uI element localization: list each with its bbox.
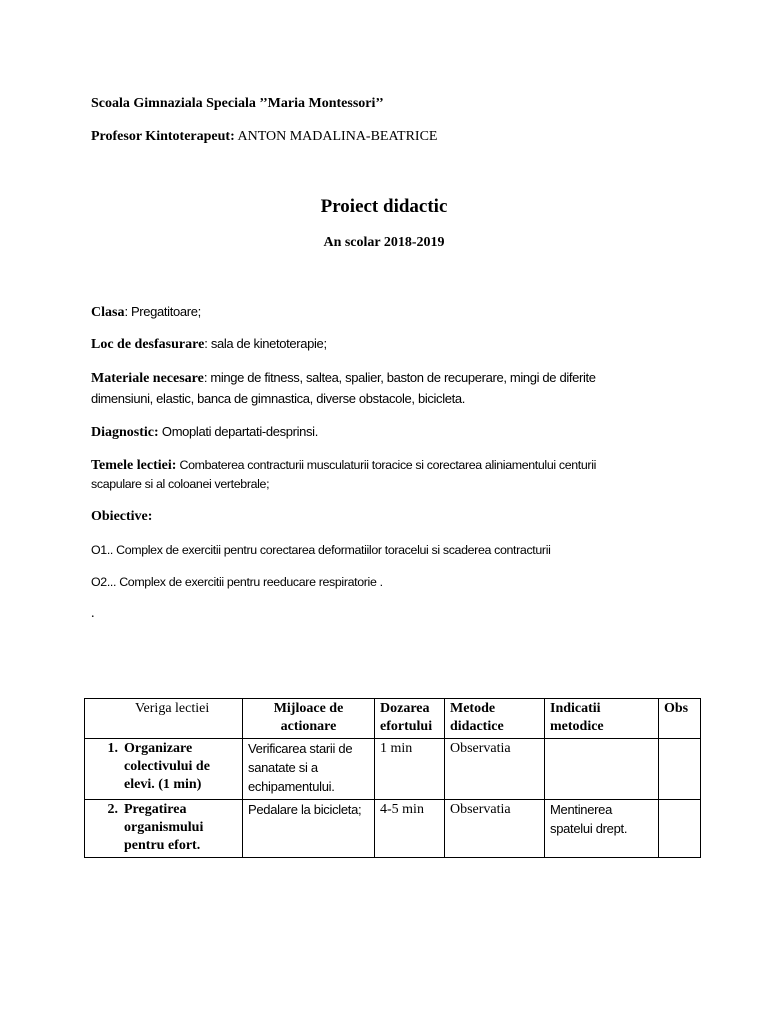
diagnostic-label: Diagnostic:	[91, 425, 159, 440]
obiective-label: Obiective:	[91, 509, 153, 524]
loc-value: : sala de kinetoterapie;	[204, 336, 327, 351]
row-2-indicatii: Mentinerea spatelui drept.	[545, 800, 659, 858]
header-veriga: Veriga lectiei	[85, 699, 243, 739]
row-2-veriga	[85, 800, 243, 858]
school-name: Scoala Gimnaziala Speciala ’’Maria Montessori’’	[91, 96, 384, 111]
loc-line	[91, 334, 327, 355]
row-2-mijloace: Pedalare la bicicleta;	[243, 800, 375, 858]
row-1-mijloace: Verificarea starii de sanatate si a echipamentului.	[243, 739, 375, 800]
teacher-name: ANTON MADALINA-BEATRICE	[237, 129, 438, 144]
temele-value-2: scapulare si al coloanei vertebrale;	[91, 477, 270, 491]
clasa-line	[91, 302, 201, 323]
row-1-number: 1.	[107, 741, 118, 756]
materiale-label: Materiale necesare	[91, 371, 204, 386]
row-2-dozarea: 4-5 min	[375, 800, 445, 858]
table-header-row	[85, 699, 701, 739]
row-2-number: 2.	[107, 802, 118, 817]
row-2-metode: Observatia	[445, 800, 545, 858]
loc-label: Loc de desfasurare	[91, 337, 205, 352]
diagnostic-value: Omoplati departati-desprinsi.	[158, 424, 318, 439]
diagnostic-line	[91, 422, 318, 443]
header-indicatii: Indicatii metodice	[545, 699, 659, 739]
row-1-dozarea: 1 min	[375, 739, 445, 800]
clasa-value: : Pregatitoare;	[124, 304, 201, 319]
table-row	[85, 739, 701, 800]
header-dozarea: Dozarea efortului	[375, 699, 445, 739]
header-obs: Obs	[659, 699, 701, 739]
materiale-value-2: dimensiuni, elastic, banca de gimnastica, diverse obstacole, bicicleta.	[91, 391, 466, 406]
clasa-label: Clasa	[91, 305, 125, 320]
header-metode: Metode didactice	[445, 699, 545, 739]
document-title: Proiect didactic	[320, 196, 448, 217]
header-mijloace: Mijloace de actionare	[243, 699, 375, 739]
temele-value-1: Combaterea contracturii musculaturii toracice si corectarea aliniamentului centurii	[176, 458, 597, 472]
objective-o1: O1.. Complex de exercitii pentru corectarea deformatiilor toracelui si scaderea contracturii	[91, 543, 551, 557]
row-2-veriga-text: Pregatirea organismului pentru efort.	[124, 802, 204, 853]
row-1-indicatii	[545, 739, 659, 800]
row-2-obs	[659, 800, 701, 858]
lesson-table	[84, 698, 701, 858]
teacher-line	[91, 127, 437, 147]
row-1-veriga	[85, 739, 243, 800]
temele-label: Temele lectiei:	[91, 458, 177, 473]
materiale-value-1: : minge de fitness, saltea, spalier, baston de recuperare, mingi de diferite	[203, 370, 596, 385]
row-1-obs	[659, 739, 701, 800]
school-year: An scolar 2018-2019	[323, 235, 445, 250]
teacher-label: Profesor Kintoterapeut:	[91, 129, 235, 144]
stray-dot: .	[91, 606, 95, 621]
table-row	[85, 800, 701, 858]
materiale-line-1	[91, 368, 596, 389]
row-1-metode: Observatia	[445, 739, 545, 800]
objective-o2: O2... Complex de exercitii pentru reeducare respiratorie .	[91, 575, 383, 589]
temele-line-1	[91, 455, 596, 476]
row-1-veriga-text: Organizare colectivului de elevi. (1 min)	[124, 741, 210, 792]
